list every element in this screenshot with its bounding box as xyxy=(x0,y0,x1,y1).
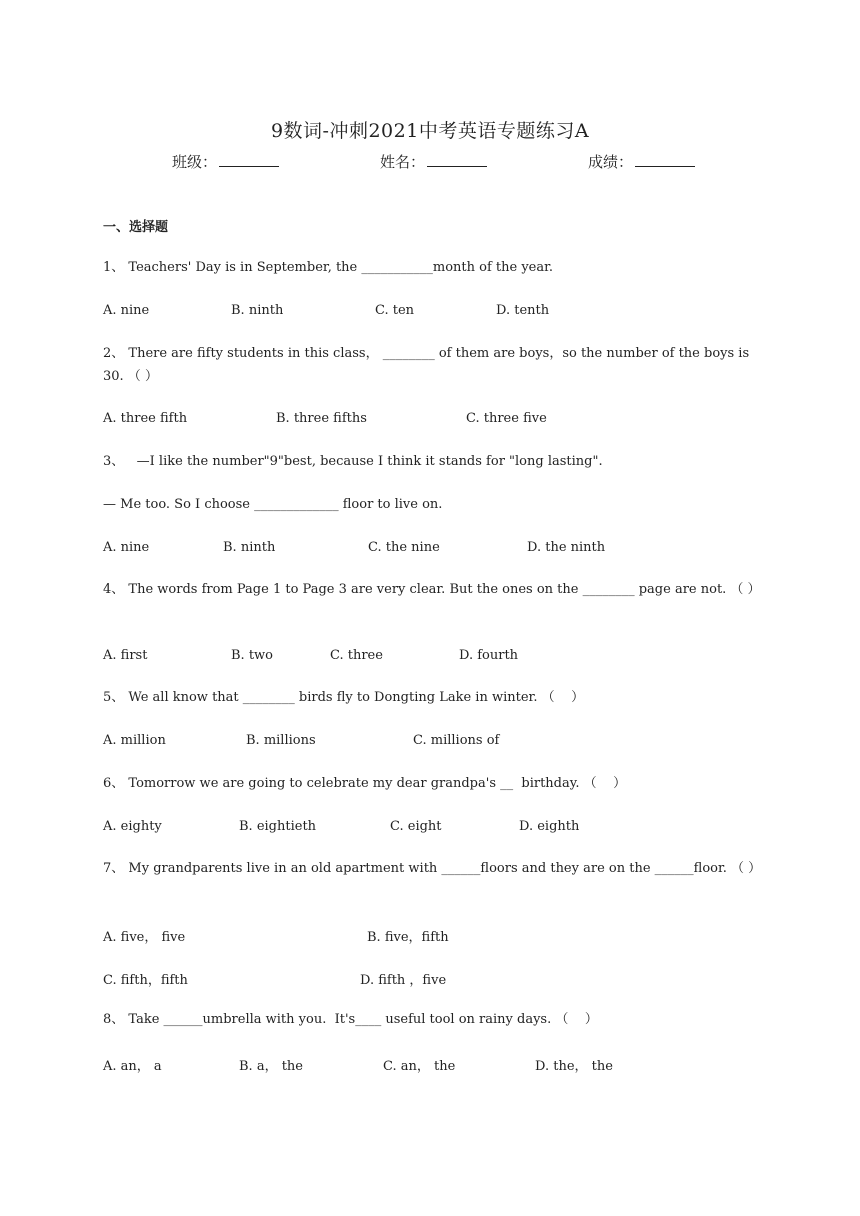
q2-option-b: B. three fifths xyxy=(276,411,367,426)
q4-option-c: C. three xyxy=(330,648,383,663)
q5-option-b: B. millions xyxy=(246,733,316,748)
q2-option-c: C. three five xyxy=(466,411,547,426)
q4-option-d: D. fourth xyxy=(459,648,519,663)
question-1: 1、 Teachers' Day is in September, the ___________month of the year. xyxy=(103,260,554,275)
name-label: 姓名： xyxy=(380,153,426,171)
q6-option-d: D. eighth xyxy=(519,819,580,834)
q2-option-a: A. three fifth xyxy=(103,411,188,426)
q4-option-a: A. first xyxy=(103,648,148,663)
score-label: 成绩： xyxy=(588,153,634,171)
q8-option-b: B. a， the xyxy=(239,1059,303,1074)
question-5: 5、 We all know that ________ birds fly to Dongting Lake in winter. （ ） xyxy=(103,690,585,705)
q8-option-c: C. an， the xyxy=(383,1059,456,1074)
class-blank xyxy=(219,152,279,167)
q1-option-d: D. tenth xyxy=(496,303,550,318)
page-title: 9数词-冲刺2021中考英语专题练习A xyxy=(270,120,590,142)
section-title: 一、选择题 xyxy=(103,220,169,235)
class-label: 班级： xyxy=(172,153,218,171)
question-3-reply: — Me too. So I choose _____________ floor to live on. xyxy=(103,497,443,512)
class-field xyxy=(172,151,279,172)
q7-option-d: D. fifth ，five xyxy=(360,973,447,988)
score-field xyxy=(588,151,695,172)
q6-option-c: C. eight xyxy=(390,819,442,834)
q6-option-a: A. eighty xyxy=(103,819,162,834)
q7-option-c: C. fifth，fifth xyxy=(103,973,188,988)
name-blank xyxy=(427,152,487,167)
q3-option-d: D. the ninth xyxy=(527,540,606,555)
question-8: 8、 Take ______umbrella with you. It's____ useful tool on rainy days. （ ） xyxy=(103,1012,598,1027)
name-field xyxy=(380,151,487,172)
q1-option-b: B. ninth xyxy=(231,303,284,318)
q7-option-a: A. five， five xyxy=(103,930,186,945)
q8-option-a: A. an， a xyxy=(103,1059,162,1074)
question-4: 4、 The words from Page 1 to Page 3 are very clear. But the ones on the ________ page are not. （ ） xyxy=(103,582,761,597)
q8-option-d: D. the， the xyxy=(535,1059,613,1074)
question-6: 6、 Tomorrow we are going to celebrate my dear grandpa's __ birthday. （ ） xyxy=(103,776,627,791)
q6-option-b: B. eightieth xyxy=(239,819,317,834)
q5-option-a: A. million xyxy=(103,733,166,748)
q1-option-c: C. ten xyxy=(375,303,415,318)
q4-option-b: B. two xyxy=(231,648,273,663)
q3-option-b: B. ninth xyxy=(223,540,276,555)
question-3: 3、 —I like the number"9"best, because I think it stands for "long lasting". xyxy=(103,454,603,469)
q3-option-c: C. the nine xyxy=(368,540,440,555)
score-blank xyxy=(635,152,695,167)
question-7: 7、 My grandparents live in an old apartment with ______floors and they are on the ______floor. （ ） xyxy=(103,861,762,876)
q3-option-a: A. nine xyxy=(103,540,150,555)
question-2: 2、 There are fifty students in this class， ________ of them are boys，so the number of the boys is 30. （ ） xyxy=(103,346,750,384)
q7-option-b: B. five，fifth xyxy=(367,930,449,945)
q5-option-c: C. millions of xyxy=(413,733,500,748)
q1-option-a: A. nine xyxy=(103,303,150,318)
